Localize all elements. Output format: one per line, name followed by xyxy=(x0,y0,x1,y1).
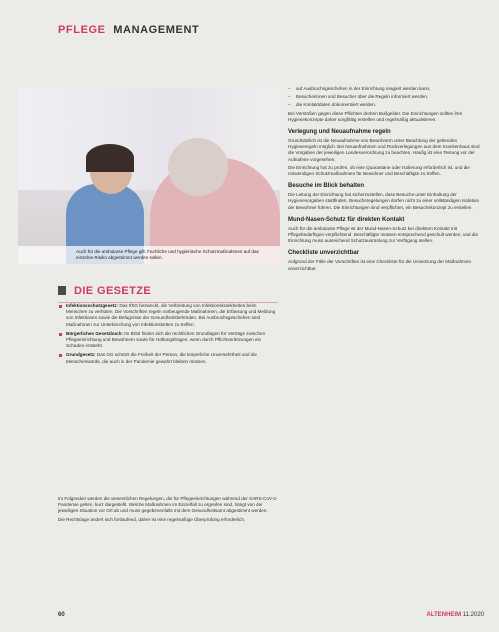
law-item: Grundgesetz: Das GG schützt die Freiheit der Person, die körperliche Unversehrtheit und die Menschenwürde, die auch in der Pandemie gewahrt bleiben müssen. xyxy=(58,352,278,364)
left-body-text xyxy=(58,496,278,525)
paragraph: Die Rechtslage ändert sich fortlaufend, daher ist eine regelmäßige Überprüfung erforderlich. xyxy=(58,516,246,522)
section-heading: Verlegung und Neuaufnahme regeln xyxy=(288,129,391,136)
header-brand: PFLEGE xyxy=(58,24,106,36)
bullet-item: – Besucherinnen und Besucher über die Regeln informiert werden, xyxy=(288,94,484,100)
bullet-item: – die Kontaktdaten dokumentiert werden. xyxy=(288,102,484,108)
publication-info: ALTENHEIM 11.2020 xyxy=(426,612,484,618)
nurse-hair xyxy=(86,144,134,172)
right-column xyxy=(288,86,484,274)
law-box-title: DIE GESETZE xyxy=(58,285,151,297)
paragraph: Bei Verstößen gegen diese Pflichten drohen Bußgelder. Die Einrichtungen sollten ihre Hygienekonzepte daher sorgfältig erstellen und regelmäßig aktualisieren. xyxy=(288,110,463,122)
paragraph: Auch für die ambulante Pflege ist der Mund-Nasen-Schutz bei direktem Kontakt mit Pflegebedürftigen verpflichtend. Beschäftigte müssen entsprechend geschult werden, und die Einrichtung muss ausreichend Schutzausrüstung zur Verfügung stellen. xyxy=(288,225,478,244)
section-heading: Mund-Nasen-Schutz für direkten Kontakt xyxy=(288,216,405,223)
patient-head xyxy=(168,138,228,196)
law-item: Bürgerliches Gesetzbuch: Im BGB finden sich die rechtlichen Grundlagen für Verträge zwischen Pflegeeinrichtung und Bewohnern sowie für Haftungsfragen, wenn durch Pflichtverletzungen ein Schaden entsteht. xyxy=(58,331,278,350)
paragraph: Grundsätzlich ist die Neuaufnahme von Bewohnern unter Beachtung der geltenden Hygieneregeln möglich. Bei Neuaufnahmen und Rückverlegungen aus dem Krankenhaus sind die Vorgaben der jeweiligen Landesverordnung zu beachten. Häufig ist eine Testung vor der Aufnahme vorgesehen. xyxy=(288,138,480,162)
bullet-item: – auf Ausbruchsgeschehen in der Einrichtung reagiert werden kann, xyxy=(288,86,484,92)
photo-caption: Auch für die ambulante Pflege gilt: Fachliche und hygienische Schutzmaßnahmen auf das einzelne Risiko abgestimmt werden sollen. xyxy=(18,246,280,264)
paragraph: Die Einrichtung hat zu prüfen, ob eine Quarantäne oder Isolierung erforderlich ist, und die notwendigen Schutzmaßnahmen für Bewohner und Beschäftigte zu treffen. xyxy=(288,164,470,177)
law-item: Infektionsschutzgesetz: Das IfSG bezweckt, die Verbreitung von Infektionskrankheiten beim Menschen zu verhüten. Die Vorschriften regeln vorbeugende Maßnahmen, die Erfassung und Meldung von Infektionen sowie die Befugnisse der Gesundheitsbehörden. Bei Ausbruchsgeschehen sind Maßnahmen zur Unterbrechung von Infektionsketten zu treffen. xyxy=(58,303,278,328)
section-heading: Besuche im Blick behalten xyxy=(288,183,365,190)
page-number: 60 xyxy=(58,612,65,618)
paragraph: Aufgrund der Fülle der Vorschriften ist eine Checkliste für die Umsetzung der Maßnahmen unverzichtbar. xyxy=(288,259,472,271)
law-box xyxy=(58,302,278,491)
section-heading: Checkliste unverzichtbar xyxy=(288,250,360,257)
page-footer xyxy=(58,612,484,622)
bookmark-icon xyxy=(58,286,66,295)
paragraph: Die Leitung der Einrichtung hat sicherzustellen, dass Besuche unter Einhaltung der Hygienevorgaben stattfinden. Besuchsregelungen dürfen nicht zu einer vollständigen Isolation der Bewohner führen. Die Einrichtungen sind verpflichtet, ein Besuchskonzept zu erstellen. xyxy=(288,192,480,210)
paragraph: Im Folgenden werden die wesentlichen Regelungen, die für Pflegeeinrichtungen während der SARS-CoV-2-Pandemie gelten, kurz dargestellt. Welche Maßnahmen im Einzelfall zu ergreifen sind, hängt von der jeweiligen Situation vor Ort ab und muss gegebenenfalls mit dem Gesundheitsamt abgestimmt werden. xyxy=(58,496,278,514)
page-header xyxy=(58,24,199,36)
header-section: MANAGEMENT xyxy=(113,24,200,36)
article-photo xyxy=(18,88,280,264)
